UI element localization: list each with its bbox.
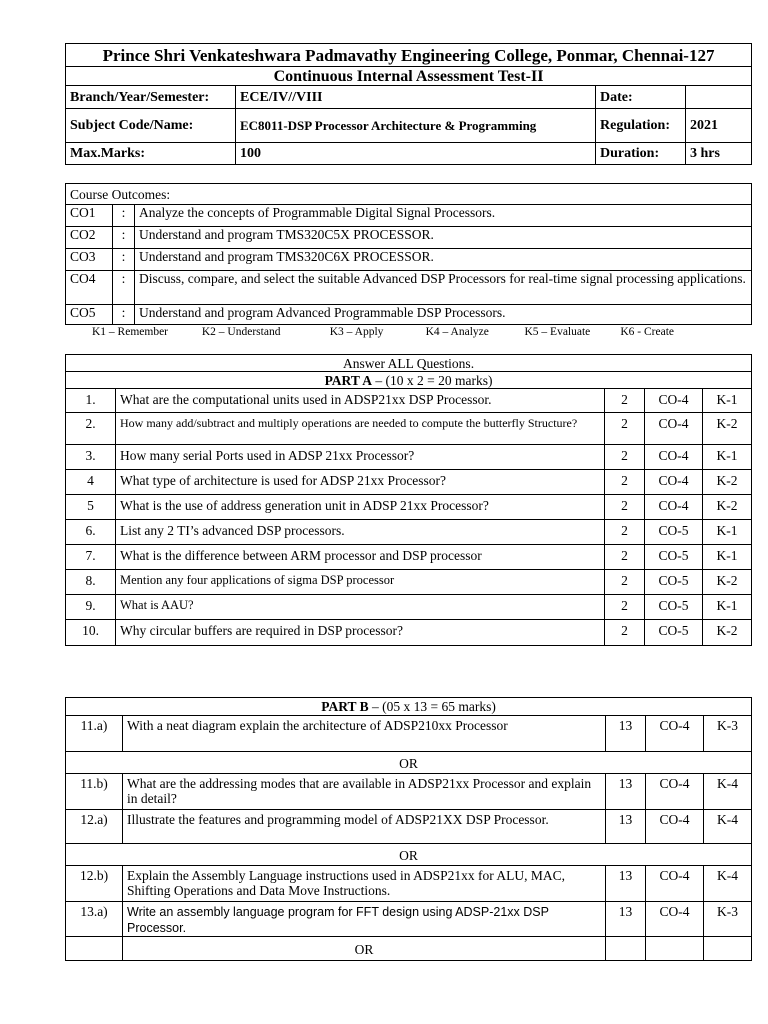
question-number: 12.b) (66, 866, 123, 902)
question-k-level: K-3 (704, 902, 752, 937)
question-marks: 2 (605, 470, 645, 495)
question-marks: 2 (605, 413, 645, 445)
question-number: 2. (66, 413, 116, 445)
part-b-title-bold: PART B (321, 699, 369, 714)
question-co: CO-4 (645, 495, 703, 520)
question-text: Explain the Assembly Language instructions used in ADSP21xx for ALU, MAC, Shifting Operations and Data Move Instructions. (123, 866, 606, 902)
question-marks: 2 (605, 595, 645, 620)
part-a-table (65, 354, 752, 646)
empty-cell (704, 937, 752, 961)
knowledge-level: K5 – Evaluate (524, 326, 591, 338)
question-k-level: K-4 (704, 866, 752, 902)
question-marks: 13 (606, 866, 646, 902)
question-text: What are the addressing modes that are available in ADSP21xx Processor and explain in detail? (123, 774, 606, 810)
question-number: 3. (66, 445, 116, 470)
duration-label: Duration: (596, 143, 686, 165)
question-k-level: K-3 (704, 716, 752, 752)
exam-header-table (65, 43, 752, 165)
question-number: 5 (66, 495, 116, 520)
co-description: Understand and program TMS320C5X PROCESSOR. (135, 227, 752, 249)
question-number: 9. (66, 595, 116, 620)
or-separator: OR (66, 752, 752, 774)
question-text: What is the difference between ARM processor and DSP processor (116, 545, 605, 570)
question-co: CO-4 (646, 716, 704, 752)
question-text: Illustrate the features and programming model of ADSP21XX DSP Processor. (123, 810, 606, 844)
knowledge-level: K6 - Create (620, 326, 675, 338)
co-code: CO4 (66, 271, 113, 305)
question-number: 1. (66, 389, 116, 413)
date-value (686, 86, 752, 109)
co-separator: : (113, 205, 135, 227)
question-k-level: K-2 (703, 470, 752, 495)
question-number: 11.b) (66, 774, 123, 810)
question-co: CO-4 (646, 774, 704, 810)
knowledge-level: K4 – Analyze (425, 326, 489, 338)
maxmarks-label: Max.Marks: (66, 143, 236, 165)
branch-label: Branch/Year/Semester: (66, 86, 236, 109)
question-co: CO-5 (645, 545, 703, 570)
question-marks: 2 (605, 520, 645, 545)
question-k-level: K-1 (703, 595, 752, 620)
question-k-level: K-2 (703, 495, 752, 520)
question-number: 4 (66, 470, 116, 495)
duration-value: 3 hrs (686, 143, 752, 165)
question-co: CO-4 (646, 866, 704, 902)
question-k-level: K-1 (703, 389, 752, 413)
co-description: Understand and program Advanced Programmable DSP Processors. (135, 305, 752, 325)
subject-label: Subject Code/Name: (66, 109, 236, 143)
question-marks: 13 (606, 774, 646, 810)
question-number: 8. (66, 570, 116, 595)
question-co: CO-4 (645, 445, 703, 470)
question-marks: 2 (605, 445, 645, 470)
question-text: Write an assembly language program for FFT design using ADSP-21xx DSP Processor. (123, 902, 606, 937)
question-k-level: K-2 (703, 413, 752, 445)
part-b-title-marks: – (05 x 13 = 65 marks) (368, 699, 496, 714)
co-separator: : (113, 271, 135, 305)
question-k-level: K-2 (703, 620, 752, 646)
question-co: CO-5 (645, 570, 703, 595)
question-marks: 2 (605, 620, 645, 646)
part-a-title-marks: – (10 x 2 = 20 marks) (371, 372, 493, 388)
question-text: With a neat diagram explain the architecture of ADSP210xx Processor (123, 716, 606, 752)
question-text: Mention any four applications of sigma DSP processor (116, 570, 605, 595)
co-separator: : (113, 305, 135, 325)
question-text: What is the use of address generation unit in ADSP 21xx Processor? (116, 495, 605, 520)
co-separator: : (113, 227, 135, 249)
part-a-instruction: Answer ALL Questions. (66, 355, 752, 372)
or-separator: OR (123, 937, 606, 961)
question-co: CO-5 (645, 595, 703, 620)
regulation-label: Regulation: (596, 109, 686, 143)
question-co: CO-4 (646, 810, 704, 844)
knowledge-level: K3 – Apply (329, 326, 384, 338)
date-label: Date: (596, 86, 686, 109)
question-marks: 13 (606, 902, 646, 937)
question-number: 11.a) (66, 716, 123, 752)
question-marks: 2 (605, 545, 645, 570)
question-co: CO-4 (645, 470, 703, 495)
question-number: 13.a) (66, 902, 123, 937)
question-co: CO-4 (645, 413, 703, 445)
question-marks: 13 (606, 810, 646, 844)
college-name: Prince Shri Venkateshwara Padmavathy Engineering College, Ponmar, Chennai-127 (66, 44, 752, 67)
course-outcomes-heading: Course Outcomes: (66, 184, 752, 205)
question-k-level: K-1 (703, 545, 752, 570)
question-number: 12.a) (66, 810, 123, 844)
question-text: What are the computational units used in ADSP21xx DSP Processor. (116, 389, 605, 413)
question-text: Why circular buffers are required in DSP processor? (116, 620, 605, 646)
co-description: Analyze the concepts of Programmable Digital Signal Processors. (135, 205, 752, 227)
question-k-level: K-2 (703, 570, 752, 595)
question-k-level: K-4 (704, 774, 752, 810)
or-separator: OR (66, 844, 752, 866)
question-k-level: K-4 (704, 810, 752, 844)
part-a-title-bold: PART A (324, 372, 372, 388)
knowledge-level: K1 – Remember (92, 326, 169, 338)
question-co: CO-4 (646, 902, 704, 937)
question-co: CO-4 (645, 389, 703, 413)
question-text: List any 2 TI’s advanced DSP processors. (116, 520, 605, 545)
test-title: Continuous Internal Assessment Test-II (66, 67, 752, 86)
course-outcomes-table (65, 183, 752, 325)
co-description: Understand and program TMS320C6X PROCESSOR. (135, 249, 752, 271)
question-number: 6. (66, 520, 116, 545)
part-b-title (66, 698, 752, 716)
question-co: CO-5 (645, 520, 703, 545)
regulation-value: 2021 (686, 109, 752, 143)
knowledge-level-legend (92, 326, 732, 338)
co-description: Discuss, compare, and select the suitable Advanced DSP Processors for real-time signal processing applications. (135, 271, 752, 305)
question-number: 10. (66, 620, 116, 646)
branch-value: ECE/IV//VIII (236, 86, 596, 109)
co-separator: : (113, 249, 135, 271)
co-code: CO3 (66, 249, 113, 271)
question-text: What type of architecture is used for ADSP 21xx Processor? (116, 470, 605, 495)
question-marks: 2 (605, 570, 645, 595)
knowledge-level: K2 – Understand (201, 326, 281, 338)
question-marks: 2 (605, 495, 645, 520)
part-b-table (65, 697, 752, 961)
question-marks: 13 (606, 716, 646, 752)
co-code: CO2 (66, 227, 113, 249)
empty-cell (66, 937, 123, 961)
empty-cell (606, 937, 646, 961)
co-code: CO1 (66, 205, 113, 227)
question-text: How many add/subtract and multiply operations are needed to compute the butterfly Structure? (116, 413, 605, 445)
part-a-title (66, 372, 752, 389)
subject-value: EC8011-DSP Processor Architecture & Programming (236, 109, 596, 143)
question-text: How many serial Ports used in ADSP 21xx Processor? (116, 445, 605, 470)
maxmarks-value: 100 (236, 143, 596, 165)
question-k-level: K-1 (703, 445, 752, 470)
co-code: CO5 (66, 305, 113, 325)
question-k-level: K-1 (703, 520, 752, 545)
question-co: CO-5 (645, 620, 703, 646)
question-text: What is AAU? (116, 595, 605, 620)
question-number: 7. (66, 545, 116, 570)
empty-cell (646, 937, 704, 961)
question-marks: 2 (605, 389, 645, 413)
